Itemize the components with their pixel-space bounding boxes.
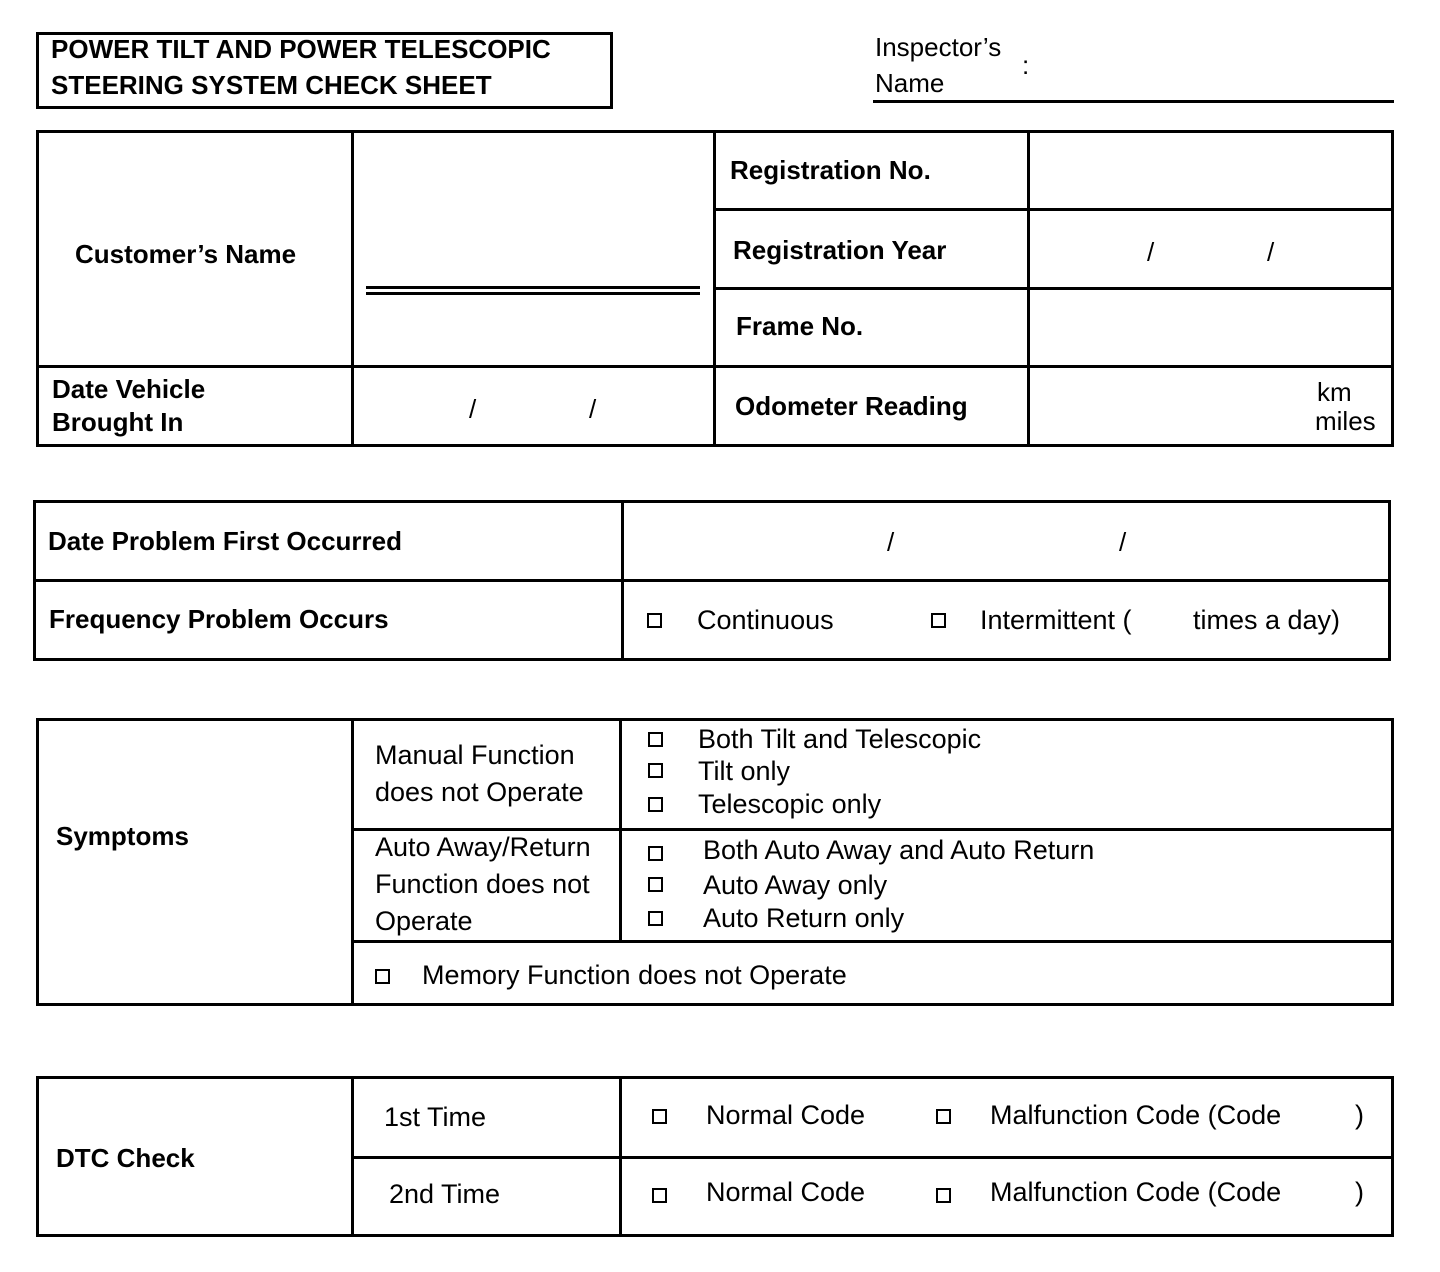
divider: [36, 365, 1394, 368]
first-malfunction-code-field[interactable]: [1296, 1096, 1348, 1136]
odometer-label: Odometer Reading: [735, 391, 968, 421]
date-brought-in-separator: /: [469, 394, 477, 424]
second-normal-code-checkbox[interactable]: [652, 1188, 667, 1203]
divider: [33, 579, 1391, 582]
both-auto-away-return-label: Both Auto Away and Auto Return: [703, 835, 1095, 865]
both-auto-away-return-checkbox[interactable]: [648, 846, 663, 861]
registration-year-field[interactable]: [1031, 212, 1389, 286]
registration-no-field[interactable]: [1031, 134, 1389, 207]
manual-function-label-line1: Manual Function: [375, 740, 575, 770]
first-normal-code-label: Normal Code: [706, 1100, 866, 1130]
times-a-day-field[interactable]: [1140, 600, 1188, 640]
date-first-occurred-field[interactable]: [625, 504, 1387, 578]
continuous-checkbox[interactable]: [647, 613, 662, 628]
auto-function-label-line3: Operate: [375, 906, 473, 936]
dtc-check-label: DTC Check: [56, 1143, 195, 1173]
tilt-only-label: Tilt only: [698, 756, 791, 786]
frame-no-field[interactable]: [1031, 291, 1389, 364]
date-first-occurred-label: Date Problem First Occurred: [48, 526, 402, 556]
intermittent-checkbox[interactable]: [931, 613, 946, 628]
inspector-name-field[interactable]: [873, 100, 1394, 103]
second-malfunction-code-checkbox[interactable]: [936, 1188, 951, 1203]
second-malfunction-code-label: Malfunction Code (Code: [990, 1177, 1282, 1207]
telescopic-only-checkbox[interactable]: [648, 797, 663, 812]
second-normal-code-label: Normal Code: [706, 1177, 866, 1207]
date-brought-in-label-line2: Brought In: [52, 407, 184, 437]
inspector-label-line1: Inspector’s: [875, 32, 1002, 62]
divider: [713, 208, 1394, 211]
date-first-occurred-separator: /: [887, 527, 895, 557]
auto-return-only-checkbox[interactable]: [648, 911, 663, 926]
customer-name-field[interactable]: [366, 286, 700, 289]
first-malfunction-code-checkbox[interactable]: [936, 1109, 951, 1124]
continuous-label: Continuous: [697, 605, 834, 635]
auto-away-only-label: Auto Away only: [703, 870, 888, 900]
form-title-line2: STEERING SYSTEM CHECK SHEET: [51, 70, 492, 100]
auto-away-only-checkbox[interactable]: [648, 877, 663, 892]
frequency-label: Frequency Problem Occurs: [49, 604, 389, 634]
symptoms-label: Symptoms: [56, 821, 189, 851]
telescopic-only-label: Telescopic only: [698, 789, 882, 819]
divider: [351, 718, 354, 1006]
first-normal-code-checkbox[interactable]: [652, 1109, 667, 1124]
tilt-only-checkbox[interactable]: [648, 763, 663, 778]
customer-name-label: Customer’s Name: [75, 239, 297, 269]
inspector-label-line2: Name: [875, 68, 945, 98]
divider: [351, 1156, 1394, 1159]
first-time-label: 1st Time: [384, 1102, 487, 1132]
odometer-unit-miles: miles: [1315, 406, 1376, 436]
date-first-occurred-separator: /: [1119, 527, 1127, 557]
registration-year-separator: /: [1147, 237, 1155, 267]
date-brought-in-field[interactable]: [355, 369, 712, 444]
date-brought-in-label-line1: Date Vehicle: [52, 374, 206, 404]
divider: [351, 940, 1394, 943]
both-tilt-telescopic-label: Both Tilt and Telescopic: [698, 724, 982, 754]
first-malfunction-code-close: ): [1355, 1100, 1364, 1130]
customer-name-field-underline: [366, 292, 700, 295]
registration-year-separator: /: [1267, 237, 1275, 267]
times-a-day-label: times a day): [1193, 605, 1341, 635]
auto-return-only-label: Auto Return only: [703, 903, 905, 933]
date-brought-in-separator: /: [589, 394, 597, 424]
odometer-unit-km: km: [1317, 377, 1352, 407]
registration-no-label: Registration No.: [730, 155, 931, 185]
second-time-label: 2nd Time: [389, 1179, 501, 1209]
auto-function-label-line2: Function does not: [375, 869, 590, 899]
intermittent-label: Intermittent (: [980, 605, 1132, 635]
memory-function-checkbox[interactable]: [375, 969, 390, 984]
inspector-colon: :: [1022, 50, 1030, 80]
registration-year-label: Registration Year: [733, 235, 947, 265]
odometer-field[interactable]: [1031, 369, 1301, 444]
second-malfunction-code-close: ): [1355, 1177, 1364, 1207]
manual-function-label-line2: does not Operate: [375, 777, 584, 807]
divider: [713, 287, 1394, 290]
both-tilt-telescopic-checkbox[interactable]: [648, 732, 663, 747]
second-malfunction-code-field[interactable]: [1296, 1173, 1348, 1213]
memory-function-label: Memory Function does not Operate: [422, 960, 847, 990]
form-title-line1: POWER TILT AND POWER TELESCOPIC: [51, 34, 551, 64]
frame-no-label: Frame No.: [736, 311, 864, 341]
first-malfunction-code-label: Malfunction Code (Code: [990, 1100, 1282, 1130]
divider: [351, 130, 354, 447]
auto-function-label-line1: Auto Away/Return: [375, 832, 591, 862]
